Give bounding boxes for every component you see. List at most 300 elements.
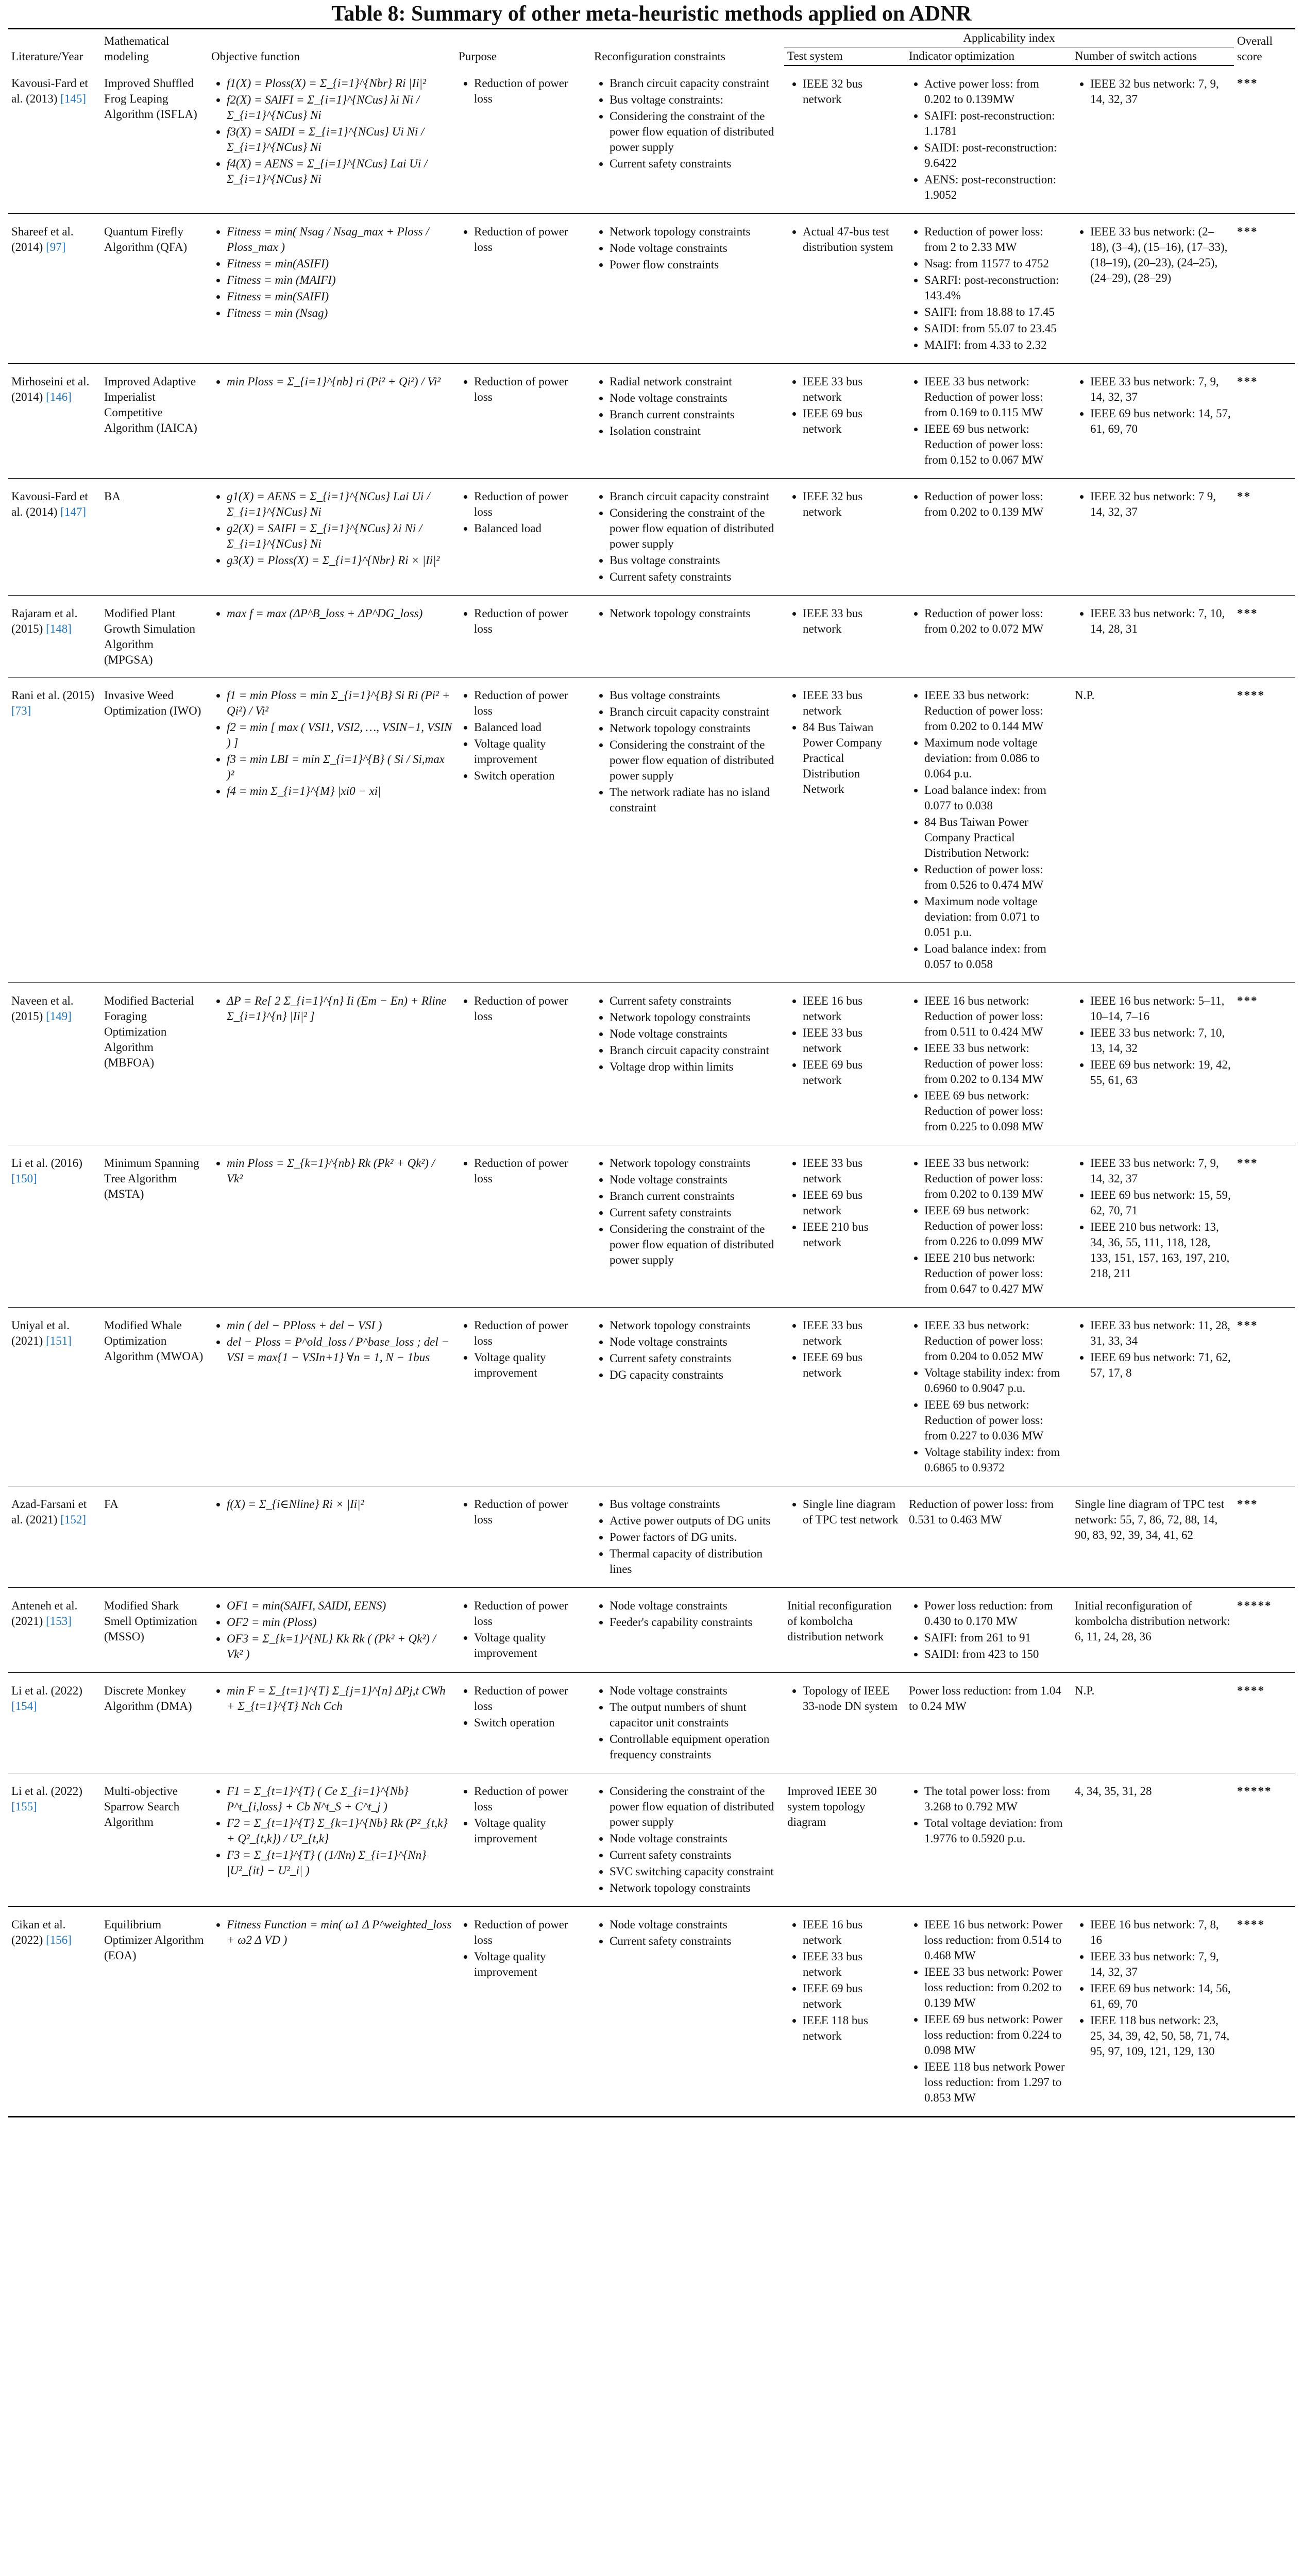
switch-action-item: • IEEE 33 bus network: 7, 10, 14, 28, 31 xyxy=(1090,606,1231,637)
test-system-item: • IEEE 69 bus network xyxy=(803,1981,903,2012)
indicator-item: • SAIFI: post-reconstruction: 1.1781 xyxy=(924,108,1069,139)
reference-link: [148] xyxy=(46,622,72,635)
objective-item: • Fitness = min (Nsag) xyxy=(227,306,452,321)
constraint-item: • Current safety constraints xyxy=(610,1934,781,1949)
header-model: Mathematical modeling xyxy=(101,29,208,66)
header-indicator: Indicator optimization xyxy=(906,47,1072,66)
table-body xyxy=(8,65,1295,2117)
score-cell xyxy=(1234,1673,1295,1773)
constraint-item: • Considering the constraint of the power flow equation of distributed power supply xyxy=(610,737,781,784)
author-year: Azad-Farsani et al. (2021) xyxy=(11,1498,87,1526)
constraint-cell xyxy=(591,983,784,1145)
overall-score: ** xyxy=(1237,490,1251,503)
switch-action-item: • IEEE 33 bus network: 7, 10, 13, 14, 32 xyxy=(1090,1025,1231,1056)
model-name: Minimum Spanning Tree Algorithm (MSTA) xyxy=(104,1157,199,1200)
test-system-item: • Topology of IEEE 33-node DN system xyxy=(803,1683,903,1714)
reference-link: [97] xyxy=(46,241,66,253)
switch-action-cell xyxy=(1072,596,1234,677)
test-system-item: • IEEE 33 bus network xyxy=(803,688,903,719)
switch-action-item: • IEEE 69 bus network: 19, 42, 55, 61, 63 xyxy=(1090,1057,1231,1088)
switch-action-cell xyxy=(1072,1588,1234,1673)
purpose-list xyxy=(459,1318,588,1381)
objective-cell xyxy=(208,596,455,677)
reference-link: [151] xyxy=(46,1334,72,1347)
literature-cell xyxy=(8,983,101,1145)
indicator-cell xyxy=(906,596,1072,677)
test-system-list xyxy=(787,1497,903,1528)
test-system-item: • IEEE 210 bus network xyxy=(803,1219,903,1250)
score-cell xyxy=(1234,677,1295,983)
indicator-item: • SAIFI: from 18.88 to 17.45 xyxy=(924,304,1069,320)
purpose-list xyxy=(459,1598,588,1661)
author-year: Mirhoseini et al. (2014) xyxy=(11,375,90,403)
test-system-item: • Single line diagram of TPC test network xyxy=(803,1497,903,1528)
test-system-cell xyxy=(784,65,906,214)
author-year: Li et al. (2016) xyxy=(11,1157,82,1170)
purpose-list xyxy=(459,1156,588,1187)
indicator-list xyxy=(909,993,1069,1134)
model-cell xyxy=(101,479,208,596)
test-system-cell xyxy=(784,1773,906,1907)
purpose-list xyxy=(459,993,588,1024)
score-cell xyxy=(1234,364,1295,479)
switch-action-item: • IEEE 69 bus network: 15, 59, 62, 70, 71 xyxy=(1090,1188,1231,1218)
indicator-item: • Active power loss: from 0.202 to 0.139MW xyxy=(924,76,1069,107)
test-system-list xyxy=(787,1156,903,1250)
objective-item: • min Ploss = Σ_{i=1}^{nb} ri (Pi² + Qi²) / Vi² xyxy=(227,374,452,389)
model-cell xyxy=(101,1673,208,1773)
purpose-item: • Reduction of power loss xyxy=(474,1598,588,1629)
test-system-list xyxy=(787,374,903,437)
purpose-item: • Reduction of power loss xyxy=(474,224,588,255)
purpose-cell xyxy=(455,1145,591,1308)
purpose-item: • Voltage quality improvement xyxy=(474,1816,588,1846)
purpose-cell xyxy=(455,983,591,1145)
indicator-item: • IEEE 69 bus network: Power loss reduction: from 0.224 to 0.098 MW xyxy=(924,2012,1069,2058)
literature-cell xyxy=(8,1145,101,1308)
literature-cell xyxy=(8,1907,101,2117)
indicator-list xyxy=(909,224,1069,353)
switch-action-list xyxy=(1075,489,1231,520)
test-system-cell xyxy=(784,1145,906,1308)
constraint-item: • Feeder's capability constraints xyxy=(610,1615,781,1630)
objective-list xyxy=(211,606,452,621)
constraint-cell xyxy=(591,1773,784,1907)
model-name: Modified Plant Growth Simulation Algorithm (MPGSA) xyxy=(104,607,195,666)
constraint-item: • Branch circuit capacity constraint xyxy=(610,1043,781,1058)
header-literature: Literature/Year xyxy=(8,29,101,66)
objective-item: • Fitness = min (MAIFI) xyxy=(227,273,452,288)
indicator-list xyxy=(909,374,1069,468)
indicator-cell xyxy=(906,65,1072,214)
constraint-item: • Current safety constraints xyxy=(610,1351,781,1366)
overall-score: **** xyxy=(1237,1684,1265,1697)
constraint-item: • Node voltage constraints xyxy=(610,241,781,256)
indicator-cell xyxy=(906,214,1072,364)
indicator-text: Power loss reduction: from 1.04 to 0.24 MW xyxy=(909,1684,1061,1713)
indicator-item: • IEEE 33 bus network: Reduction of power loss: from 0.202 to 0.139 MW xyxy=(924,1156,1069,1202)
constraint-item: • Network topology constraints xyxy=(610,1880,781,1896)
objective-item: • g2(X) = SAIFI = Σ_{i=1}^{NCus} λi Ni / Σ_{i=1}^{NCus} Ni xyxy=(227,521,452,552)
switch-action-list xyxy=(1075,1318,1231,1381)
score-cell xyxy=(1234,1588,1295,1673)
purpose-item: • Reduction of power loss xyxy=(474,76,588,107)
objective-item: • del − Ploss = P^old_loss / P^base_loss ; del − VSI = max{1 − VSIn+1} ∀n = 1, N − 1bus xyxy=(227,1334,452,1365)
literature-cell xyxy=(8,364,101,479)
indicator-cell xyxy=(906,1673,1072,1773)
purpose-list xyxy=(459,76,588,107)
switch-action-cell xyxy=(1072,1145,1234,1308)
constraint-list xyxy=(594,606,781,621)
purpose-item: • Reduction of power loss xyxy=(474,374,588,405)
objective-list xyxy=(211,1318,452,1365)
objective-item: • f4(X) = AENS = Σ_{i=1}^{NCus} Lai Ui / Σ_{i=1}^{NCus} Ni xyxy=(227,156,452,187)
objective-cell xyxy=(208,214,455,364)
constraint-item: • Node voltage constraints xyxy=(610,1831,781,1846)
objective-list xyxy=(211,1917,452,1948)
switch-action-cell xyxy=(1072,1907,1234,2117)
indicator-cell xyxy=(906,1486,1072,1588)
overall-score: ***** xyxy=(1237,1785,1272,1798)
purpose-item: • Balanced load xyxy=(474,720,588,735)
switch-action-list xyxy=(1075,606,1231,637)
test-system-list xyxy=(787,606,903,637)
indicator-item: • IEEE 69 bus network: Reduction of power loss: from 0.227 to 0.036 MW xyxy=(924,1397,1069,1444)
test-system-cell xyxy=(784,1907,906,2117)
constraint-item: • Network topology constraints xyxy=(610,606,781,621)
table-row xyxy=(8,364,1295,479)
test-system-list xyxy=(787,224,903,255)
constraint-item: • Node voltage constraints xyxy=(610,1598,781,1614)
purpose-item: • Voltage quality improvement xyxy=(474,1949,588,1980)
literature-cell xyxy=(8,1588,101,1673)
constraint-list xyxy=(594,1318,781,1383)
indicator-item: • IEEE 69 bus network: Reduction of power loss: from 0.225 to 0.098 MW xyxy=(924,1088,1069,1134)
constraint-item: • Network topology constraints xyxy=(610,721,781,736)
indicator-cell xyxy=(906,479,1072,596)
purpose-list xyxy=(459,374,588,405)
objective-list xyxy=(211,1598,452,1662)
constraint-item: • Node voltage constraints xyxy=(610,391,781,406)
purpose-item: • Switch operation xyxy=(474,1715,588,1731)
constraint-list xyxy=(594,374,781,439)
table-title: Table 8: Summary of other meta-heuristic methods applied on ADNR xyxy=(331,2,972,26)
objective-cell xyxy=(208,1588,455,1673)
reference-link: [154] xyxy=(11,1700,37,1713)
purpose-item: • Balanced load xyxy=(474,521,588,536)
indicator-item: • IEEE 33 bus network: Reduction of power loss: from 0.202 to 0.144 MW xyxy=(924,688,1069,734)
test-system-cell xyxy=(784,983,906,1145)
model-cell xyxy=(101,1588,208,1673)
test-system-item: • IEEE 69 bus network xyxy=(803,406,903,437)
test-system-text: Initial reconfiguration of kombolcha distribution network xyxy=(787,1599,892,1643)
literature-cell xyxy=(8,1673,101,1773)
switch-action-item: • IEEE 33 bus network: 7, 9, 14, 32, 37 xyxy=(1090,1949,1231,1980)
purpose-item: • Reduction of power loss xyxy=(474,1497,588,1528)
table-row xyxy=(8,1308,1295,1486)
overall-score: *** xyxy=(1237,607,1258,620)
objective-list xyxy=(211,1156,452,1187)
table-row xyxy=(8,479,1295,596)
author-year: Uniyal et al. (2021) xyxy=(11,1319,70,1347)
constraint-item: • Current safety constraints xyxy=(610,156,781,172)
table-row xyxy=(8,1486,1295,1588)
switch-action-item: • IEEE 33 bus network: 7, 9, 14, 32, 37 xyxy=(1090,1156,1231,1187)
switch-action-item: • IEEE 16 bus network: 7, 8, 16 xyxy=(1090,1917,1231,1948)
test-system-item: • IEEE 32 bus network xyxy=(803,76,903,107)
indicator-cell xyxy=(906,1145,1072,1308)
indicator-item: • AENS: post-reconstruction: 1.9052 xyxy=(924,172,1069,203)
constraint-item: • Voltage drop within limits xyxy=(610,1059,781,1075)
indicator-item: • Maximum node voltage deviation: from 0.071 to 0.051 p.u. xyxy=(924,894,1069,940)
purpose-cell xyxy=(455,65,591,214)
switch-action-list xyxy=(1075,1156,1231,1281)
purpose-item: • Reduction of power loss xyxy=(474,1917,588,1948)
objective-cell xyxy=(208,65,455,214)
constraint-item: • DG capacity constraints xyxy=(610,1367,781,1383)
objective-list xyxy=(211,688,452,799)
test-system-item: • IEEE 33 bus network xyxy=(803,374,903,405)
switch-action-item: • IEEE 33 bus network: 7, 9, 14, 32, 37 xyxy=(1090,374,1231,405)
purpose-item: • Switch operation xyxy=(474,768,588,784)
overall-score: **** xyxy=(1237,1918,1265,1931)
indicator-item: • IEEE 33 bus network: Reduction of power loss: from 0.204 to 0.052 MW xyxy=(924,1318,1069,1364)
model-cell xyxy=(101,364,208,479)
objective-item: • ΔP = Re[ 2 Σ_{i=1}^{n} Ii (Em − En) + Rline Σ_{i=1}^{n} |Ii|² ] xyxy=(227,993,452,1024)
indicator-cell xyxy=(906,1773,1072,1907)
model-cell xyxy=(101,1486,208,1588)
indicator-item: • IEEE 210 bus network: Reduction of power loss: from 0.647 to 0.427 MW xyxy=(924,1250,1069,1297)
switch-action-list xyxy=(1075,993,1231,1088)
switch-action-cell xyxy=(1072,479,1234,596)
objective-list xyxy=(211,224,452,321)
indicator-item: • Maximum node voltage deviation: from 0.086 to 0.064 p.u. xyxy=(924,735,1069,782)
author-year: Rani et al. (2015) xyxy=(11,689,94,702)
objective-item: • f1(X) = Ploss(X) = Σ_{i=1}^{Nbr} Ri |Ii|² xyxy=(227,76,452,91)
indicator-item: • Voltage stability index: from 0.6960 to 0.9047 p.u. xyxy=(924,1365,1069,1396)
score-cell xyxy=(1234,65,1295,214)
switch-action-cell xyxy=(1072,1308,1234,1486)
indicator-item: • SAIDI: from 423 to 150 xyxy=(924,1647,1069,1662)
model-cell xyxy=(101,1907,208,2117)
test-system-list xyxy=(787,1917,903,2044)
model-name: Multi-objective Sparrow Search Algorithm xyxy=(104,1785,180,1828)
indicator-list xyxy=(909,1917,1069,2106)
overall-score: *** xyxy=(1237,225,1258,238)
objective-cell xyxy=(208,364,455,479)
header-score: Overall score xyxy=(1234,29,1295,66)
constraint-cell xyxy=(591,214,784,364)
objective-item: • max f = max (ΔP^B_loss + ΔP^DG_loss) xyxy=(227,606,452,621)
test-system-item: • IEEE 33 bus network xyxy=(803,1156,903,1187)
model-cell xyxy=(101,214,208,364)
constraint-item: • Current safety constraints xyxy=(610,1848,781,1863)
objective-cell xyxy=(208,1907,455,2117)
model-name: Quantum Firefly Algorithm (QFA) xyxy=(104,225,188,253)
purpose-item: • Voltage quality improvement xyxy=(474,736,588,767)
switch-action-cell xyxy=(1072,65,1234,214)
test-system-text: Improved IEEE 30 system topology diagram xyxy=(787,1785,877,1828)
indicator-list xyxy=(909,688,1069,972)
constraint-cell xyxy=(591,1588,784,1673)
test-system-item: • IEEE 16 bus network xyxy=(803,1917,903,1948)
indicator-item: • IEEE 16 bus network: Power loss reduction: from 0.514 to 0.468 MW xyxy=(924,1917,1069,1963)
purpose-item: • Reduction of power loss xyxy=(474,606,588,637)
model-name: Discrete Monkey Algorithm (DMA) xyxy=(104,1684,192,1713)
indicator-item: • Reduction of power loss: from 0.202 to 0.072 MW xyxy=(924,606,1069,637)
score-cell xyxy=(1234,983,1295,1145)
score-cell xyxy=(1234,596,1295,677)
indicator-list xyxy=(909,1318,1069,1476)
table-row xyxy=(8,1773,1295,1907)
score-cell xyxy=(1234,1773,1295,1907)
switch-action-list xyxy=(1075,224,1231,286)
model-name: FA xyxy=(104,1498,119,1511)
author-year: Kavousi-Fard et al. (2013) xyxy=(11,77,88,105)
constraint-list xyxy=(594,224,781,273)
reference-link: [147] xyxy=(60,505,86,518)
indicator-cell xyxy=(906,1907,1072,2117)
objective-item: • g1(X) = AENS = Σ_{i=1}^{NCus} Lai Ui / Σ_{i=1}^{NCus} Ni xyxy=(227,489,452,520)
switch-action-text: N.P. xyxy=(1075,1684,1095,1697)
indicator-item: • Nsag: from 11577 to 4752 xyxy=(924,256,1069,272)
overall-score: *** xyxy=(1237,994,1258,1007)
literature-cell xyxy=(8,479,101,596)
indicator-item: • Load balance index: from 0.077 to 0.038 xyxy=(924,783,1069,814)
score-cell xyxy=(1234,1308,1295,1486)
model-name: Improved Shuffled Frog Leaping Algorithm (ISFLA) xyxy=(104,77,197,121)
overall-score: *** xyxy=(1237,1319,1258,1332)
purpose-cell xyxy=(455,364,591,479)
reference-link: [73] xyxy=(11,704,31,717)
indicator-item: • IEEE 16 bus network: Reduction of power loss: from 0.511 to 0.424 MW xyxy=(924,993,1069,1040)
indicator-item: • Power loss reduction: from 0.430 to 0.170 MW xyxy=(924,1598,1069,1629)
test-system-item: • 84 Bus Taiwan Power Company Practical Distribution Network xyxy=(803,720,903,797)
constraint-cell xyxy=(591,596,784,677)
reference-link: [146] xyxy=(46,391,72,403)
test-system-item: • IEEE 32 bus network xyxy=(803,489,903,520)
objective-cell xyxy=(208,1673,455,1773)
purpose-cell xyxy=(455,1486,591,1588)
constraint-item: • Branch circuit capacity constraint xyxy=(610,489,781,504)
test-system-list xyxy=(787,76,903,107)
switch-action-text: N.P. xyxy=(1075,689,1095,702)
constraint-item: • Considering the constraint of the power flow equation of distributed power supply xyxy=(610,109,781,155)
purpose-item: • Reduction of power loss xyxy=(474,993,588,1024)
objective-list xyxy=(211,1683,452,1714)
purpose-cell xyxy=(455,677,591,983)
objective-item: • f4 = min Σ_{i=1}^{M} |xi0 − xi| xyxy=(227,784,452,799)
test-system-cell xyxy=(784,479,906,596)
purpose-cell xyxy=(455,1308,591,1486)
model-name: Modified Whale Optimization Algorithm (MWOA) xyxy=(104,1319,204,1363)
constraint-item: • SVC switching capacity constraint xyxy=(610,1864,781,1879)
test-system-cell xyxy=(784,1673,906,1773)
objective-item: • f2 = min [ max ( VSI1, VSI2, …, VSIN−1, VSIN ) ] xyxy=(227,720,452,751)
constraint-item: • Network topology constraints xyxy=(610,1318,781,1333)
constraint-list xyxy=(594,1497,781,1577)
indicator-item: • SAIDI: post-reconstruction: 9.6422 xyxy=(924,140,1069,171)
literature-cell xyxy=(8,596,101,677)
author-year: Shareef et al. (2014) xyxy=(11,225,74,253)
indicator-item: • 84 Bus Taiwan Power Company Practical Distribution Network: xyxy=(924,815,1069,861)
purpose-list xyxy=(459,688,588,784)
objective-list xyxy=(211,76,452,187)
overall-score: ***** xyxy=(1237,1599,1272,1612)
purpose-item: • Reduction of power loss xyxy=(474,1784,588,1815)
header-objective: Objective function xyxy=(208,29,455,66)
objective-item: • F3 = Σ_{t=1}^{T} ( (1/Nn) Σ_{i=1}^{Nn} |U²_{it} − U²_i| ) xyxy=(227,1848,452,1878)
test-system-cell xyxy=(784,1486,906,1588)
constraint-item: • Branch current constraints xyxy=(610,1189,781,1204)
constraint-item: • Isolation constraint xyxy=(610,423,781,439)
literature-cell xyxy=(8,1308,101,1486)
model-name: Equilibrium Optimizer Algorithm (EOA) xyxy=(104,1918,204,1962)
constraint-item: • Bus voltage constraints: xyxy=(610,92,781,108)
purpose-item: • Reduction of power loss xyxy=(474,1683,588,1714)
switch-action-cell xyxy=(1072,1486,1234,1588)
constraint-item: • Considering the constraint of the power flow equation of distributed power supply xyxy=(610,1784,781,1830)
constraint-item: • The network radiate has no island constraint xyxy=(610,785,781,816)
indicator-item: • IEEE 33 bus network: Reduction of power loss: from 0.169 to 0.115 MW xyxy=(924,374,1069,420)
purpose-cell xyxy=(455,479,591,596)
purpose-list xyxy=(459,1917,588,1980)
reference-link: [156] xyxy=(46,1934,72,1946)
constraint-cell xyxy=(591,65,784,214)
test-system-item: • IEEE 118 bus network xyxy=(803,2013,903,2044)
literature-cell xyxy=(8,677,101,983)
switch-action-list xyxy=(1075,76,1231,107)
switch-action-cell xyxy=(1072,1773,1234,1907)
summary-table xyxy=(8,28,1295,2117)
objective-item: • Fitness = min( Nsag / Nsag_max + Ploss / Ploss_max ) xyxy=(227,224,452,255)
table-row xyxy=(8,677,1295,983)
header-test-system: Test system xyxy=(784,47,906,66)
indicator-cell xyxy=(906,983,1072,1145)
test-system-item: • IEEE 33 bus network xyxy=(803,606,903,637)
constraint-list xyxy=(594,1917,781,1949)
constraint-item: • Power flow constraints xyxy=(610,257,781,273)
author-year: Rajaram et al. (2015) xyxy=(11,607,78,635)
score-cell xyxy=(1234,1145,1295,1308)
indicator-cell xyxy=(906,1308,1072,1486)
objective-cell xyxy=(208,1773,455,1907)
indicator-item: • Total voltage deviation: from 1.9776 to 0.5920 p.u. xyxy=(924,1816,1069,1846)
constraint-item: • Current safety constraints xyxy=(610,569,781,585)
purpose-cell xyxy=(455,1588,591,1673)
score-cell xyxy=(1234,1486,1295,1588)
switch-action-item: • IEEE 33 bus network: (2–18), (3–4), (15–16), (17–33), (18–19), (20–23), (24–25), (24–29), (28–29) xyxy=(1090,224,1231,286)
literature-cell xyxy=(8,1773,101,1907)
table-row xyxy=(8,214,1295,364)
indicator-item: • IEEE 118 bus network Power loss reduction: from 1.297 to 0.853 MW xyxy=(924,2059,1069,2106)
objective-list xyxy=(211,1784,452,1878)
indicator-item: • SAIFI: from 261 to 91 xyxy=(924,1630,1069,1646)
objective-item: • min F = Σ_{t=1}^{T} Σ_{j=1}^{n} ΔPj,t CWh + Σ_{t=1}^{T} Nch Cch xyxy=(227,1683,452,1714)
test-system-list xyxy=(787,1318,903,1381)
purpose-cell xyxy=(455,596,591,677)
constraint-item: • Node voltage constraints xyxy=(610,1334,781,1350)
score-cell xyxy=(1234,214,1295,364)
objective-cell xyxy=(208,1308,455,1486)
indicator-item: • Reduction of power loss: from 0.202 to 0.139 MW xyxy=(924,489,1069,520)
author-year: Li et al. (2022) xyxy=(11,1684,82,1697)
purpose-cell xyxy=(455,1907,591,2117)
model-cell xyxy=(101,1308,208,1486)
objective-item: • min ( del − PPloss + del − VSI ) xyxy=(227,1318,452,1333)
test-system-cell xyxy=(784,596,906,677)
purpose-item: • Reduction of power loss xyxy=(474,1156,588,1187)
